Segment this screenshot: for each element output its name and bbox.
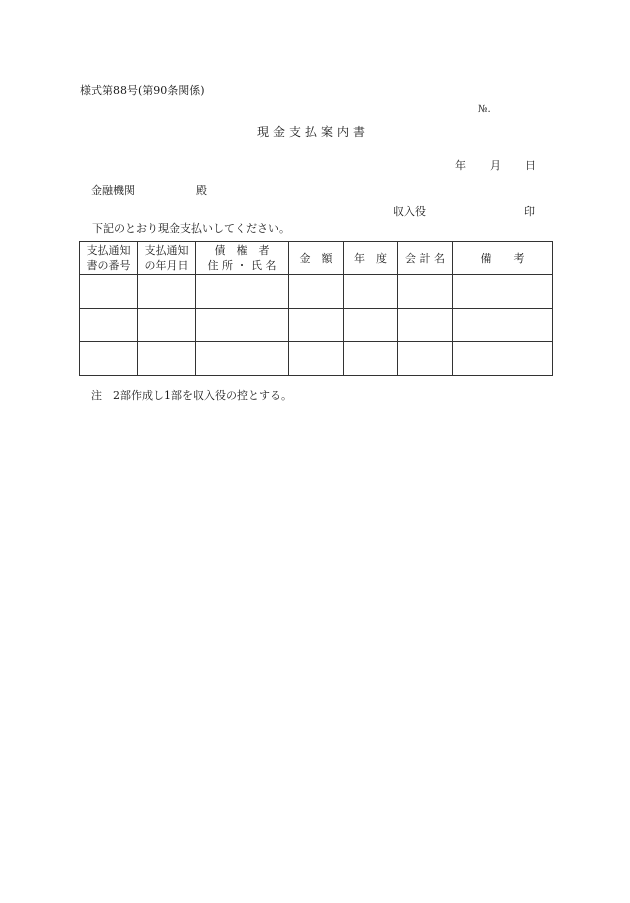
table-cell[interactable] xyxy=(344,275,398,309)
seal-mark: 印 xyxy=(524,205,535,218)
payment-table xyxy=(79,241,553,376)
header-account-name xyxy=(398,242,453,275)
header-line: 金 額 xyxy=(299,251,333,265)
table-cell[interactable] xyxy=(196,275,289,309)
table-cell[interactable] xyxy=(398,308,453,342)
header-line: 債 権 者 xyxy=(214,244,270,257)
table-cell[interactable] xyxy=(344,308,398,342)
table-cell[interactable] xyxy=(289,342,344,376)
table-cell[interactable] xyxy=(138,275,196,309)
table-cell[interactable] xyxy=(80,275,138,309)
header-notice-date xyxy=(138,242,196,275)
sender-title: 収入役 xyxy=(393,205,426,218)
table-row xyxy=(80,275,553,309)
table-cell[interactable] xyxy=(196,342,289,376)
footnote: 注 2部作成し1部を収入役の控とする。 xyxy=(91,389,292,402)
header-line: 備 考 xyxy=(480,251,525,265)
header-remarks xyxy=(453,242,553,275)
table-cell[interactable] xyxy=(80,342,138,376)
header-line: 会 計 名 xyxy=(405,251,445,265)
table-cell[interactable] xyxy=(289,275,344,309)
document-title: 現金支払案内書 xyxy=(257,125,370,139)
table-cell[interactable] xyxy=(398,342,453,376)
table-cell[interactable] xyxy=(80,308,138,342)
addressee-bank: 金融機関 xyxy=(91,184,135,197)
table-row xyxy=(80,308,553,342)
table-cell[interactable] xyxy=(344,342,398,376)
date-year-label: 年 xyxy=(455,159,466,172)
header-line: 書の番号 xyxy=(86,259,131,272)
header-amount xyxy=(289,242,344,275)
table-cell[interactable] xyxy=(138,342,196,376)
table-cell[interactable] xyxy=(453,275,553,309)
date-day-label: 日 xyxy=(525,159,536,172)
header-line: 支払通知 xyxy=(86,244,131,257)
table-cell[interactable] xyxy=(453,308,553,342)
table-cell[interactable] xyxy=(138,308,196,342)
date-line xyxy=(455,157,536,173)
header-fiscal-year xyxy=(344,242,398,275)
table-cell[interactable] xyxy=(398,275,453,309)
table-header-row xyxy=(80,242,553,275)
addressee-honorific: 殿 xyxy=(196,184,207,197)
header-line: 年 度 xyxy=(354,251,387,265)
table-cell[interactable] xyxy=(289,308,344,342)
header-line: の年月日 xyxy=(144,259,189,272)
header-line: 支払通知 xyxy=(144,244,189,257)
table-cell[interactable] xyxy=(196,308,289,342)
instruction-text: 下記のとおり現金支払いしてください。 xyxy=(92,222,290,235)
date-month-label: 月 xyxy=(490,159,501,172)
form-number: 様式第88号(第90条関係) xyxy=(80,84,205,97)
header-line: 住 所 ・ 氏 名 xyxy=(207,259,277,272)
header-creditor xyxy=(196,242,289,275)
table-row xyxy=(80,342,553,376)
table-cell[interactable] xyxy=(453,342,553,376)
header-notice-number xyxy=(80,242,138,275)
document-number-label: №. xyxy=(478,104,491,115)
